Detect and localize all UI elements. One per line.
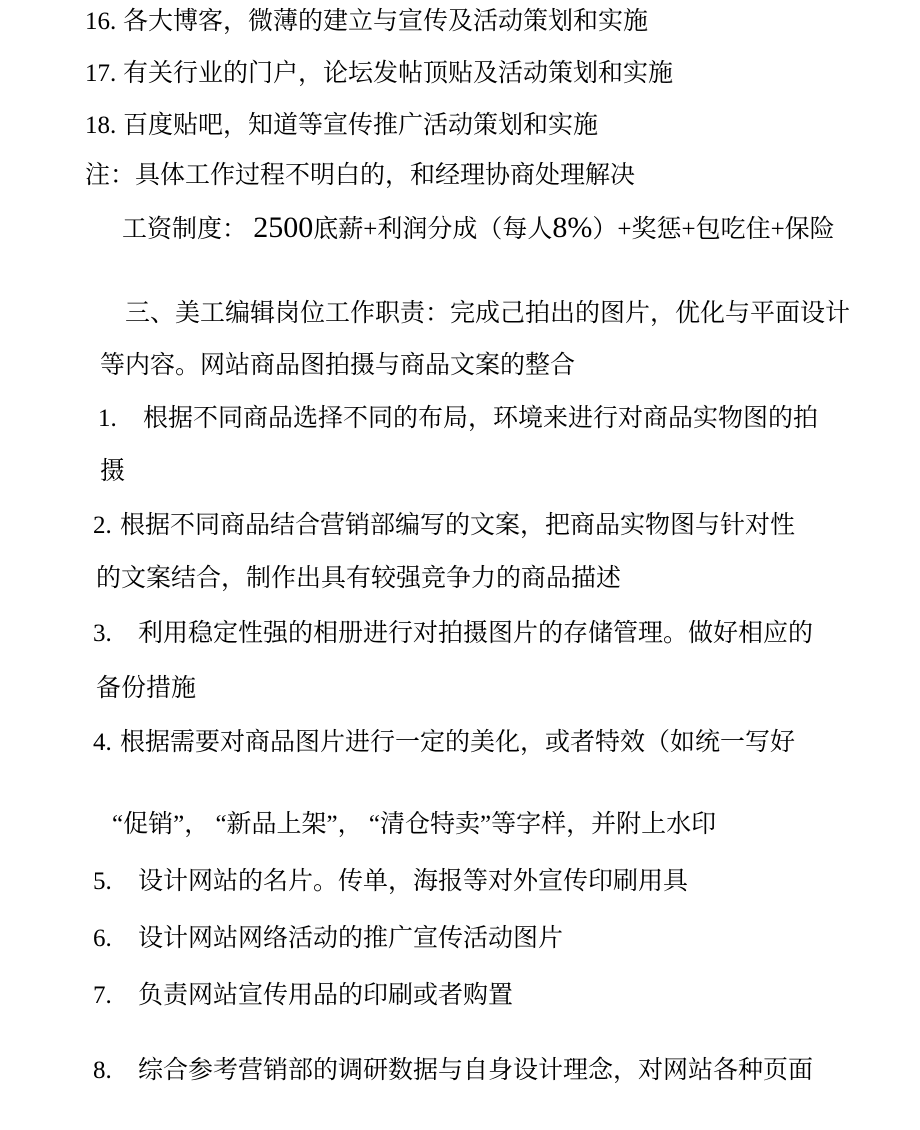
item-number: 2. (93, 512, 112, 539)
duty-item-4 (93, 727, 795, 759)
list-item-18 (85, 110, 598, 142)
section-title: 美工编辑岗位工作职责：完成己拍出的图片，优化与平面设计 (175, 300, 851, 327)
item-text-cont: 摄 (100, 458, 126, 485)
duty-item-4-cont (112, 809, 716, 841)
item-text: 设计网站网络活动的推广宣传活动图片 (138, 925, 564, 952)
item-number: 5. (93, 868, 112, 895)
duty-item-3 (93, 618, 813, 650)
item-number: 6. (93, 925, 112, 952)
duty-item-3-cont (96, 673, 196, 705)
salary-percent: 8% (552, 211, 593, 244)
duty-item-2 (93, 510, 795, 542)
salary-text-mid: 底薪+利润分成（每人 (313, 216, 553, 243)
duty-item-1-cont (100, 456, 125, 488)
note-text: 具体工作过程不明白的，和经理协商处理解决 (135, 162, 636, 189)
item-number: 17. (85, 60, 117, 87)
item-number: 8. (93, 1057, 112, 1084)
item-text: 百度贴吧，知道等宣传推广活动策划和实施 (123, 112, 599, 139)
duty-item-2-cont (96, 563, 621, 595)
item-text: 利用稳定性强的相册进行对拍摄图片的存储管理。做好相应的 (138, 620, 814, 647)
section-3-heading-cont (100, 350, 575, 382)
item-text: 负责网站宣传用品的印刷或者购置 (138, 982, 514, 1009)
section-3-heading (125, 298, 850, 330)
duty-item-8 (93, 1055, 813, 1087)
item-text: 根据不同商品结合营销部编写的文案，把商品实物图与针对性 (120, 512, 796, 539)
salary-amount: 2500 (253, 211, 314, 244)
note-line (85, 160, 635, 192)
section-title-cont: 等内容。网站商品图拍摄与商品文案的整合 (100, 352, 576, 379)
item-number: 3. (93, 620, 112, 647)
duty-item-7 (93, 980, 513, 1012)
salary-line (122, 212, 835, 246)
item-number: 4. (93, 729, 112, 756)
list-item-17 (85, 58, 673, 90)
duty-item-6 (93, 923, 563, 955)
item-text-cont: 备份措施 (96, 675, 197, 702)
item-text: 设计网站的名片。传单，海报等对外宣传印刷用具 (138, 868, 689, 895)
item-number: 1. (98, 405, 117, 432)
item-text-cont: “促销”， “新品上架”， “清仓特卖”等字样，并附上水印 (112, 811, 717, 838)
item-text: 根据需要对商品图片进行一定的美化，或者特效（如统一写好 (120, 729, 796, 756)
section-marker: 三、 (125, 300, 176, 327)
item-text: 综合参考营销部的调研数据与自身设计理念，对网站各种页面 (138, 1057, 814, 1084)
salary-text-tail: ）+奖惩+包吃住+保险 (592, 216, 835, 243)
duty-item-1 (98, 403, 818, 435)
item-number: 16. (85, 8, 117, 35)
item-number: 7. (93, 982, 112, 1009)
item-text: 根据不同商品选择不同的布局，环境来进行对商品实物图的拍 (143, 405, 819, 432)
item-number: 18. (85, 112, 117, 139)
duty-item-5 (93, 866, 688, 898)
note-label: 注： (85, 162, 136, 189)
list-item-16 (85, 6, 648, 38)
item-text: 有关行业的门户，论坛发帖顶贴及活动策划和实施 (123, 60, 674, 87)
salary-label: 工资制度： (122, 216, 248, 243)
item-text-cont: 的文案结合，制作出具有较强竞争力的商品描述 (96, 565, 622, 592)
item-text: 各大博客，微薄的建立与宣传及活动策划和实施 (123, 8, 649, 35)
